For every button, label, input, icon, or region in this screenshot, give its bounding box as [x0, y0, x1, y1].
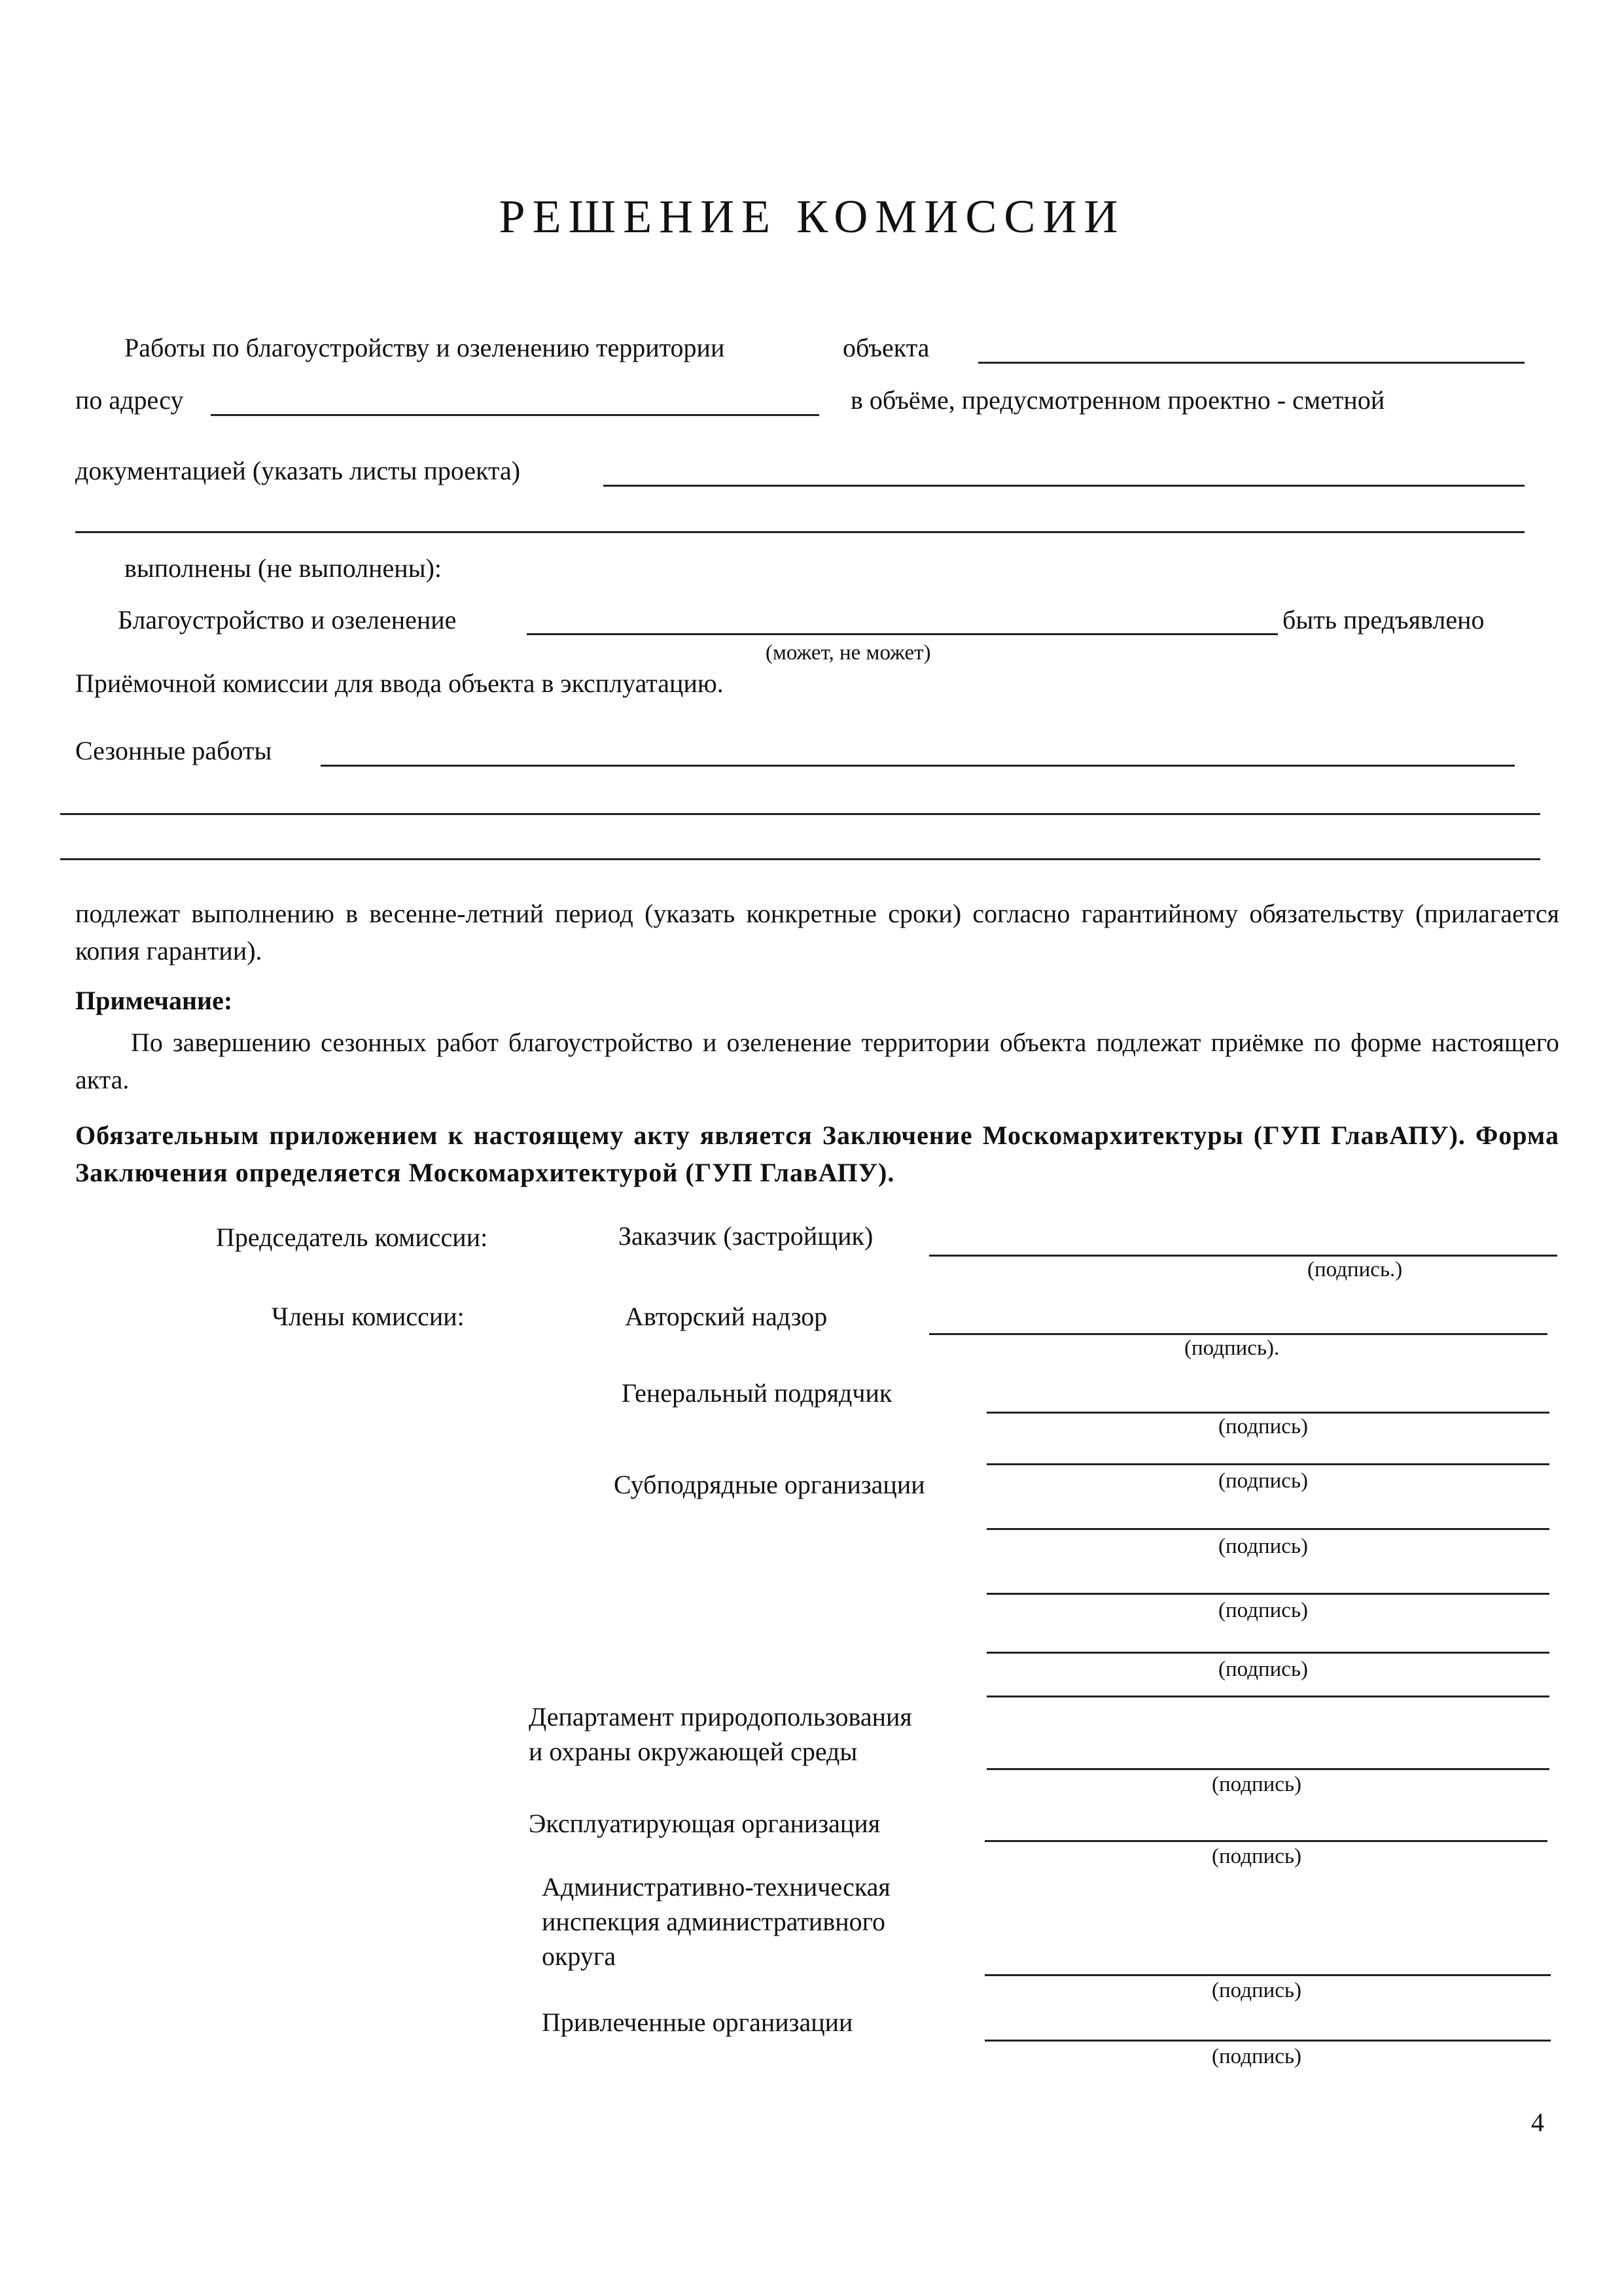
- inspection-label-line1: Административно-техническая: [542, 1872, 891, 1902]
- signature-hint: (подпись): [1218, 1599, 1308, 1622]
- inspection-label-line3: округа: [542, 1941, 616, 1971]
- general-contractor-signature-line[interactable]: [987, 1412, 1549, 1414]
- signature-hint: (подпись): [1218, 1469, 1308, 1493]
- can-cannot-field[interactable]: [527, 633, 1278, 635]
- volume-text: в объёме, предусмотренном проектно - сметной: [851, 385, 1385, 415]
- subcontractor-signature-line-2[interactable]: [987, 1528, 1549, 1530]
- presented-label: быть предъявлено: [1282, 605, 1485, 635]
- object-name-field[interactable]: [978, 362, 1525, 364]
- dept-label-line2: и охраны окружающей среды: [529, 1737, 858, 1766]
- seasonal-label: Сезонные работы: [75, 736, 272, 765]
- document-title: РЕШЕНИЕ КОМИССИИ: [499, 190, 1125, 243]
- subcontractors-label: Субподрядные организации: [614, 1470, 925, 1499]
- seasonal-paragraph: подлежат выполнению в весенне-летний период (указать конкретные сроки) согласно гарантийному обязательству (прилагается копия гарантии).: [75, 899, 1559, 965]
- project-sheets-field[interactable]: [603, 485, 1525, 487]
- signature-hint: (подпись): [1218, 1415, 1308, 1438]
- note-text: По завершению сезонных работ благоустройство и озеленение территории объекта подлежат приёмке по форме настоящего акта.: [75, 1028, 1559, 1094]
- signature-hint: (подпись): [1218, 1535, 1308, 1558]
- customer-signature-line[interactable]: [929, 1255, 1557, 1257]
- customer-signature-hint: (подпись.): [1307, 1258, 1403, 1281]
- done-label: выполнены (не выполнены):: [124, 553, 442, 583]
- mandatory-paragraph: Обязательным приложением к настоящему акту является Заключение Москомархитектуры (ГУП ГлавАПУ). Форма Заключения определяется Москомархитектурой (ГУП ГлавАПУ).: [75, 1121, 1559, 1187]
- author-signature-hint: (подпись).: [1184, 1336, 1280, 1360]
- acceptance-text: Приёмочной комиссии для ввода объекта в эксплуатацию.: [75, 669, 724, 698]
- members-label: Члены комиссии:: [272, 1302, 465, 1331]
- dept-signature-line[interactable]: [987, 1768, 1549, 1770]
- subcontractor-signature-line-3[interactable]: [987, 1593, 1549, 1595]
- inspection-signature-line[interactable]: [985, 1974, 1551, 1976]
- signature-hint: (подпись): [1212, 1845, 1301, 1868]
- address-label: по адресу: [75, 385, 184, 415]
- involved-orgs-signature-line[interactable]: [985, 2040, 1551, 2042]
- subcontractor-signature-line-1[interactable]: [987, 1463, 1549, 1465]
- chairman-label: Председатель комиссии:: [216, 1223, 488, 1252]
- note-heading: Примечание:: [75, 986, 233, 1015]
- works-label: Работы по благоустройству и озеленению территории: [124, 333, 725, 362]
- operating-org-label: Эксплуатирующая организация: [529, 1809, 881, 1838]
- docs-label: документацией (указать листы проекта): [75, 456, 521, 485]
- address-field[interactable]: [211, 414, 819, 416]
- author-supervision-label: Авторский надзор: [625, 1302, 828, 1331]
- signature-hint: (подпись): [1218, 1658, 1308, 1681]
- subcontractor-signature-line-5[interactable]: [987, 1696, 1549, 1697]
- seasonal-works-field[interactable]: [321, 765, 1515, 767]
- landscaping-label: Благоустройство и озеленение: [118, 605, 457, 635]
- signature-hint: (подпись): [1212, 1773, 1301, 1796]
- customer-label: Заказчик (застройщик): [618, 1221, 874, 1251]
- dept-label-line1: Департамент природопользования: [529, 1702, 912, 1731]
- involved-orgs-label: Привлеченные организации: [542, 2008, 853, 2037]
- seasonal-works-field-2[interactable]: [60, 813, 1540, 815]
- operating-org-signature-line[interactable]: [985, 1840, 1547, 1842]
- signature-hint: (подпись): [1212, 1979, 1301, 2002]
- object-label: объекта: [843, 333, 930, 362]
- author-supervision-signature-line[interactable]: [929, 1333, 1547, 1335]
- general-contractor-label: Генеральный подрядчик: [622, 1378, 892, 1408]
- signature-hint: (подпись): [1212, 2045, 1301, 2068]
- can-hint: (может, не может): [766, 641, 931, 665]
- inspection-label-line2: инспекция административного: [542, 1907, 886, 1936]
- subcontractor-signature-line-4[interactable]: [987, 1652, 1549, 1654]
- page-number: 4: [1531, 2108, 1544, 2137]
- seasonal-works-field-3[interactable]: [60, 858, 1540, 860]
- project-sheets-field-continued[interactable]: [75, 531, 1525, 533]
